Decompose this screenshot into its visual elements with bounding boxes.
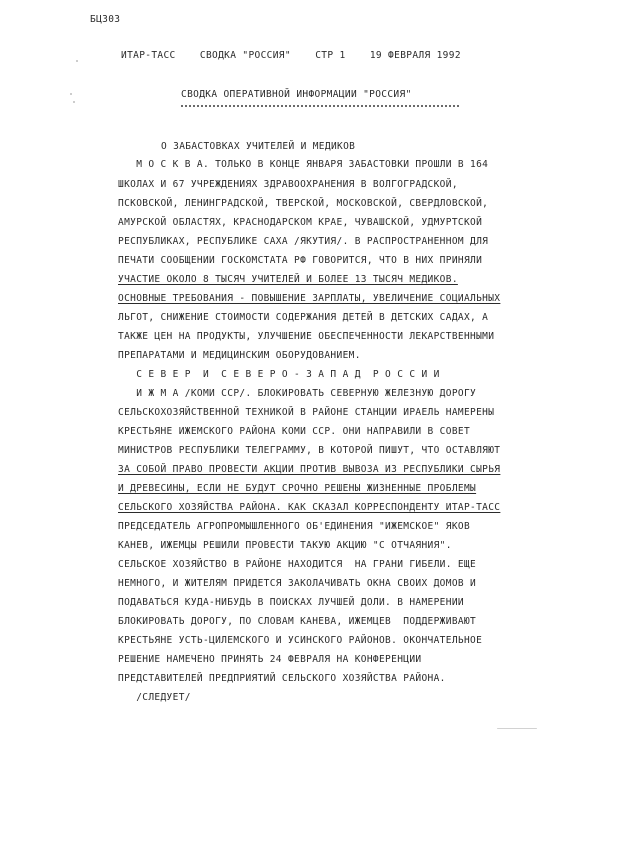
body-line: ЛЬГОТ, СНИЖЕНИЕ СТОИМОСТИ СОДЕРЖАНИЯ ДЕТЕЙ В ДЕТСКИХ САДАХ, А	[118, 312, 489, 323]
body-line: СЕЛЬСКОГО ХОЗЯЙСТВА РАЙОНА. КАК СКАЗАЛ КОРРЕСПОНДЕНТУ ИТАР-ТАСС	[118, 502, 501, 513]
body-line: ТАКЖЕ ЦЕН НА ПРОДУКТЫ, УЛУЧШЕНИЕ ОБЕСПЕЧЕННОСТИ ЛЕКАРСТВЕННЫМИ	[118, 331, 495, 342]
body-line: ПЕЧАТИ СООБЩЕНИИ ГОСКОМСТАТА РФ ГОВОРИТСЯ, ЧТО В НИХ ПРИНЯЛИ	[118, 255, 483, 266]
body-line: РЕСПУБЛИКАХ, РЕСПУБЛИКЕ САХА /ЯКУТИЯ/. В РАСПРОСТРАНЕННОМ ДЛЯ	[118, 236, 489, 247]
body-line: ПРЕДСЕДАТЕЛЬ АГРОПРОМЫШЛЕННОГО ОБ'ЕДИНЕНИЯ "ИЖЕМСКОЕ" ЯКОВ	[118, 521, 471, 532]
body-line: ПОДАВАТЬСЯ КУДА-НИБУДЬ В ПОИСКАХ ЛУЧШЕЙ ДОЛИ. В НАМЕРЕНИИ	[118, 597, 464, 608]
subtitle-rule	[181, 105, 459, 107]
body-line: И ДРЕВЕСИНЫ, ЕСЛИ НЕ БУДУТ СРОЧНО РЕШЕНЫ ЖИЗНЕННЫЕ ПРОБЛЕМЫ	[118, 483, 477, 494]
body-line: КРЕСТЬЯНЕ УСТЬ-ЦИЛЕМСКОГО И УСИНСКОГО РАЙОНОВ. ОКОНЧАТЕЛЬНОЕ	[118, 635, 483, 646]
body-line: КАНЕВ, ИЖЕМЦЫ РЕШИЛИ ПРОВЕСТИ ТАКУЮ АКЦИЮ "С ОТЧАЯНИЯ".	[118, 540, 452, 551]
body-line: РЕШЕНИЕ НАМЕЧЕНО ПРИНЯТЬ 24 ФЕВРАЛЯ НА КОНФЕРЕНЦИИ	[118, 654, 422, 665]
body-line: СЕЛЬСКОЕ ХОЗЯЙСТВО В РАЙОНЕ НАХОДИТСЯ НА ГРАНИ ГИБЕЛИ. ЕЩЕ	[118, 559, 477, 570]
document-code: БЦ303	[90, 14, 121, 25]
scan-speck	[73, 101, 75, 103]
body-line: ШКОЛАХ И 67 УЧРЕЖДЕНИЯХ ЗДРАВООХРАНЕНИЯ В ВОЛГОГРАДСКОЙ,	[118, 179, 458, 190]
body-line: С Е В Е Р И С Е В Е Р О - З А П А Д Р О С С И И	[118, 369, 440, 380]
body-line: /СЛЕДУЕТ/	[118, 692, 191, 703]
body-line: УЧАСТИЕ ОКОЛО 8 ТЫСЯЧ УЧИТЕЛЕЙ И БОЛЕЕ 13 ТЫСЯЧ МЕДИКОВ.	[118, 274, 458, 285]
body-line: ПРЕДСТАВИТЕЛЕЙ ПРЕДПРИЯТИЙ СЕЛЬСКОГО ХОЗЯЙСТВА РАЙОНА.	[118, 673, 446, 684]
body-line: МИНИСТРОВ РЕСПУБЛИКИ ТЕЛЕГРАММУ, В КОТОРОЙ ПИШУТ, ЧТО ОСТАВЛЯЮТ	[118, 445, 501, 456]
body-line: М О С К В А. ТОЛЬКО В КОНЦЕ ЯНВАРЯ ЗАБАСТОВКИ ПРОШЛИ В 164	[118, 159, 489, 170]
body-line: СЕЛЬСКОХОЗЯЙСТВЕННОЙ ТЕХНИКОЙ В РАЙОНЕ СТАНЦИИ ИРАЕЛЬ НАМЕРЕНЫ	[118, 407, 495, 418]
body-line: ОСНОВНЫЕ ТРЕБОВАНИЯ - ПОВЫШЕНИЕ ЗАРПЛАТЫ, УВЕЛИЧЕНИЕ СОЦИАЛЬНЫХ	[118, 293, 501, 304]
scan-mark	[497, 728, 537, 729]
section-title: О ЗАБАСТОВКАХ УЧИТЕЛЕЙ И МЕДИКОВ	[161, 141, 356, 152]
body-line: ПРЕПАРАТАМИ И МЕДИЦИНСКИМ ОБОРУДОВАНИЕМ.	[118, 350, 361, 361]
body-line: ПСКОВСКОЙ, ЛЕНИНГРАДСКОЙ, ТВЕРСКОЙ, МОСКОВСКОЙ, СВЕРДЛОВСКОЙ,	[118, 198, 489, 209]
document-subtitle: СВОДКА ОПЕРАТИВНОЙ ИНФОРМАЦИИ "РОССИЯ"	[181, 89, 412, 100]
body-line: АМУРСКОЙ ОБЛАСТЯХ, КРАСНОДАРСКОМ КРАЕ, ЧУВАШСКОЙ, УДМУРТСКОЙ	[118, 217, 483, 228]
scan-speck	[76, 60, 78, 62]
page-header: ИТАР-ТАСС СВОДКА "РОССИЯ" СТР 1 19 ФЕВРАЛЯ 1992	[121, 50, 461, 61]
body-line: КРЕСТЬЯНЕ ИЖЕМСКОГО РАЙОНА КОМИ ССР. ОНИ НАПРАВИЛИ В СОВЕТ	[118, 426, 471, 437]
body-line: И Ж М А /КОМИ ССР/. БЛОКИРОВАТЬ СЕВЕРНУЮ ЖЕЛЕЗНУЮ ДОРОГУ	[118, 388, 477, 399]
body-line: БЛОКИРОВАТЬ ДОРОГУ, ПО СЛОВАМ КАНЕВА, ИЖЕМЦЕВ ПОДДЕРЖИВАЮТ	[118, 616, 477, 627]
scan-speck	[70, 93, 72, 95]
body-line: ЗА СОБОЙ ПРАВО ПРОВЕСТИ АКЦИИ ПРОТИВ ВЫВОЗА ИЗ РЕСПУБЛИКИ СЫРЬЯ	[118, 464, 501, 475]
body-line: НЕМНОГО, И ЖИТЕЛЯМ ПРИДЕТСЯ ЗАКОЛАЧИВАТЬ ОКНА СВОИХ ДОМОВ И	[118, 578, 477, 589]
